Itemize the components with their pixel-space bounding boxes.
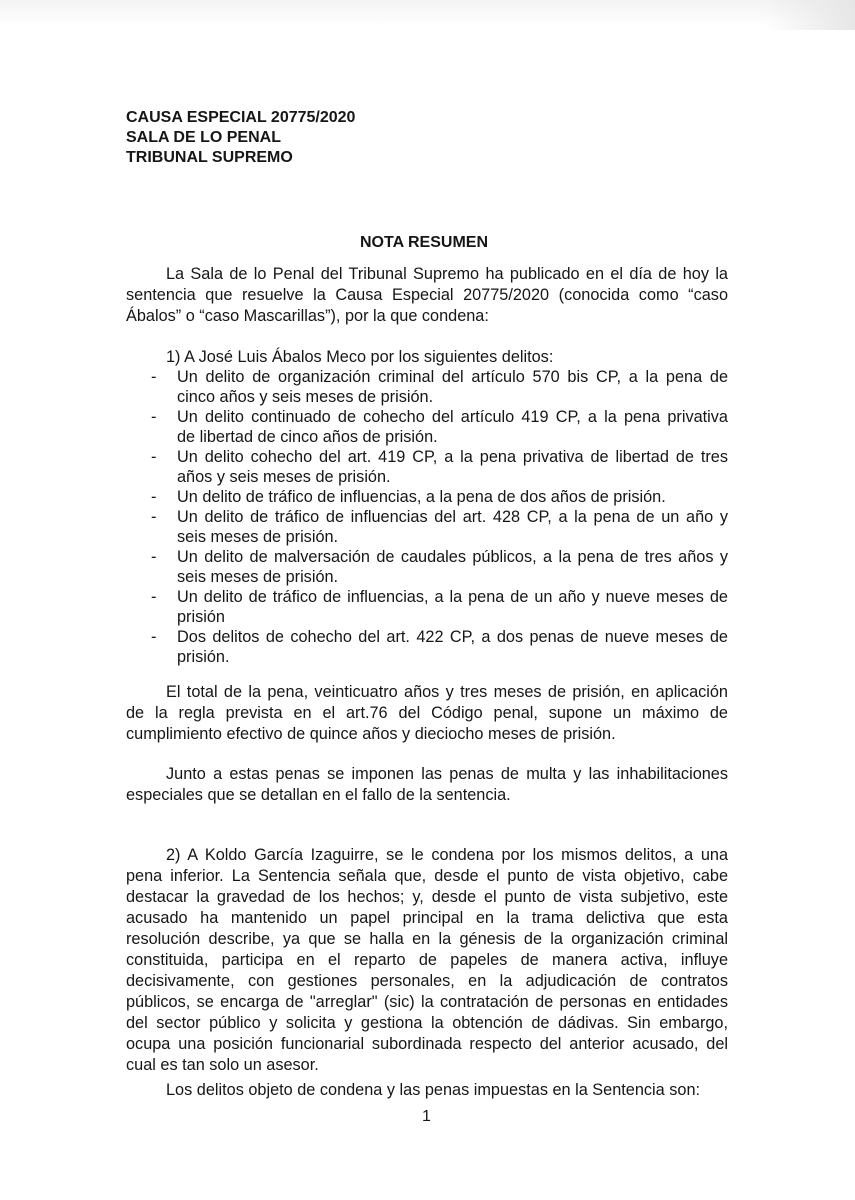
koldo-line: cual es tan solo un asesor.: [126, 1056, 319, 1074]
koldo-line: destacar la gravedad de los hechos; y, desde el punto de vista subjetivo, este: [126, 888, 728, 906]
list-item-line: de libertad de cinco años de prisión.: [177, 428, 438, 446]
list-item-line: Un delito de tráfico de influencias, a la pena de dos años de prisión.: [177, 488, 666, 506]
fines-line: especiales que se detallan en el fallo de la sentencia.: [126, 786, 511, 804]
total-line: de la regla prevista en el art.76 del Código penal, supone un máximo de: [126, 704, 728, 722]
list-item-line: Un delito de malversación de caudales públicos, a la pena de tres años y: [177, 548, 728, 566]
list-item-line: prisión: [177, 608, 225, 626]
fines-line: Junto a estas penas se imponen las penas de multa y las inhabilitaciones: [166, 765, 728, 783]
list-item-line: seis meses de prisión.: [177, 568, 339, 586]
list-bullet: -: [151, 588, 157, 606]
list-item-line: cinco años y seis meses de prisión.: [177, 388, 434, 406]
koldo-line: 2) A Koldo García Izaguirre, se le condena por los mismos delitos, a una: [166, 846, 728, 864]
list-bullet: -: [151, 448, 157, 466]
koldo-line: del sector público y solicita y gestiona la obtención de dádivas. Sin embargo,: [126, 1014, 728, 1032]
koldo-line: acusado ha mantenido un papel principal en la trama delictiva que esta: [126, 909, 728, 927]
list-item-line: años y seis meses de prisión.: [177, 468, 391, 486]
koldo-line: decisivamente, con gestiones personales, en la adjudicación de contratos: [126, 972, 728, 990]
list-bullet: -: [151, 508, 157, 526]
final-line: Los delitos objeto de condena y las penas impuestas en la Sentencia son:: [166, 1081, 701, 1099]
list-bullet: -: [151, 628, 157, 646]
intro-line: La Sala de lo Penal del Tribunal Supremo ha publicado en el día de hoy la: [166, 265, 728, 283]
list-item-line: prisión.: [177, 648, 230, 666]
case-number: CAUSA ESPECIAL 20775/2020: [126, 109, 356, 126]
koldo-line: ocupa una posición funcionarial subordinada respecto del anterior acusado, del: [126, 1035, 728, 1053]
total-line: cumplimiento efectivo de quince años y dieciocho meses de prisión.: [126, 725, 616, 743]
list-item-line: Dos delitos de cohecho del art. 422 CP, a dos penas de nueve meses de: [177, 628, 728, 646]
list-item-line: Un delito continuado de cohecho del artículo 419 CP, a la pena privativa: [177, 408, 728, 426]
document-title: NOTA RESUMEN: [360, 234, 488, 251]
court-chamber: SALA DE LO PENAL: [126, 129, 281, 146]
list-bullet: -: [151, 368, 157, 386]
page-number: 1: [422, 1108, 431, 1125]
list-item-line: Un delito cohecho del art. 419 CP, a la pena privativa de libertad de tres: [177, 448, 728, 466]
koldo-line: resolución describe, ya que se halla en la génesis de la organización criminal: [126, 930, 728, 948]
list-bullet: -: [151, 488, 157, 506]
list-bullet: -: [151, 408, 157, 426]
intro-line: sentencia que resuelve la Causa Especial 20775/2020 (conocida como “caso: [126, 286, 728, 304]
court-name: TRIBUNAL SUPREMO: [126, 149, 293, 166]
list-item-line: Un delito de tráfico de influencias, a la pena de un año y nueve meses de: [177, 588, 728, 606]
list-item-line: Un delito de tráfico de influencias del art. 428 CP, a la pena de un año y: [177, 508, 728, 526]
list-item-line: Un delito de organización criminal del artículo 570 bis CP, a la pena de: [177, 368, 728, 386]
list-bullet: -: [151, 548, 157, 566]
total-line: El total de la pena, veinticuatro años y tres meses de prisión, en aplicación: [166, 683, 728, 701]
item1-heading: 1) A José Luis Ábalos Meco por los siguientes delitos:: [166, 348, 554, 366]
koldo-line: públicos, se encarga de "arreglar" (sic) la contratación de personas en entidades: [126, 993, 728, 1011]
list-item-line: seis meses de prisión.: [177, 528, 339, 546]
intro-line: Ábalos” o “caso Mascarillas”), por la que condena:: [126, 307, 489, 325]
koldo-line: pena inferior. La Sentencia señala que, desde el punto de vista objetivo, cabe: [126, 867, 728, 885]
koldo-line: constituida, participa en el reparto de papeles de manera activa, influye: [126, 951, 728, 969]
